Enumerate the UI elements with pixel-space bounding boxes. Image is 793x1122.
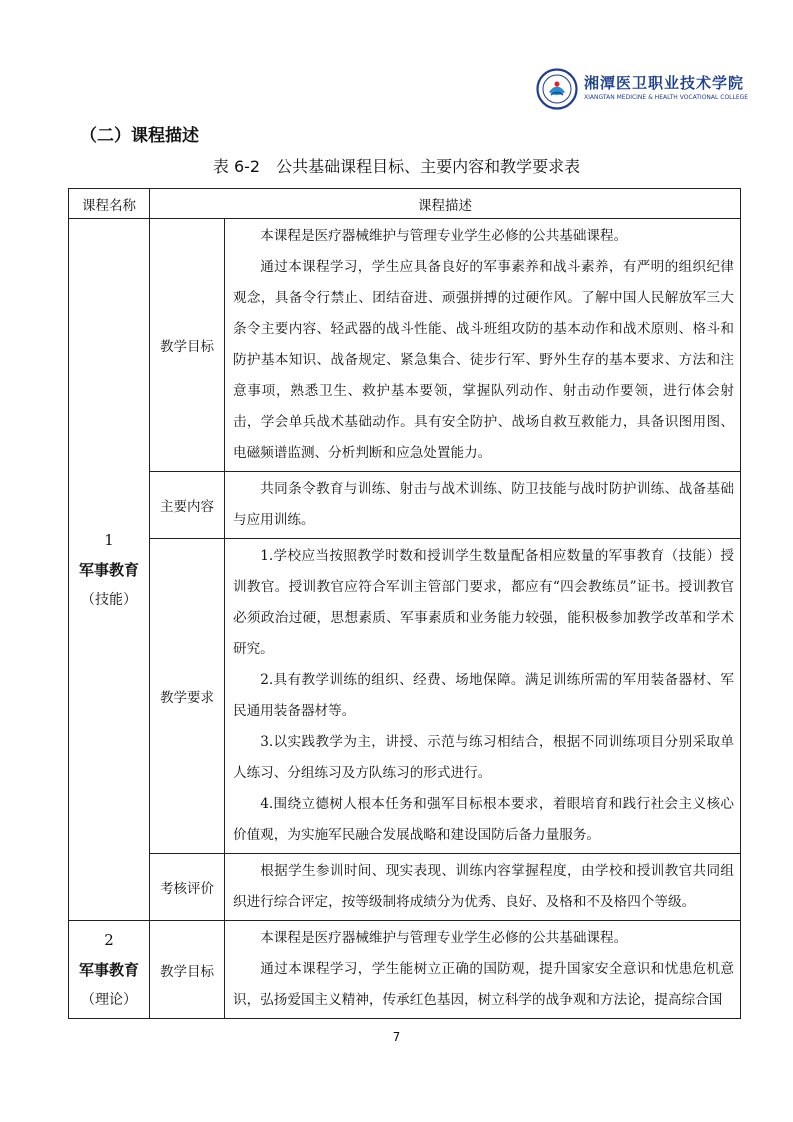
paragraph: 本课程是医疗器械维护与管理专业学生必修的公共基础课程。 <box>260 228 628 244</box>
section-description <box>225 472 741 539</box>
section-description <box>225 539 741 854</box>
course-type: （理论） <box>81 991 137 1008</box>
course-type: （技能） <box>81 591 137 608</box>
table-row <box>69 472 741 539</box>
course-table <box>68 188 741 1019</box>
paragraph: 本课程是医疗器械维护与管理专业学生必修的公共基础课程。 <box>260 930 628 946</box>
school-logo <box>536 68 749 114</box>
course-cell <box>69 219 150 921</box>
course-number: 1 <box>104 530 114 549</box>
paragraph: 1.学校应当按照教学时数和授训学生数量配备相应数量的军事教育（技能）授训教官。授训教官应符合军训主管部门要求，都应有“四会教练员”证书。授训教官必须政治过硬，思想素质、军事素质和业务能力较强，能积极参加教学改革和学术研究。 <box>233 548 734 657</box>
course-number: 2 <box>104 930 114 949</box>
section-description <box>225 219 741 472</box>
paragraph: 共同条令教育与训练、射击与战术训练、防卫技能与战时防护训练、战备基础与应用训练。 <box>233 481 734 528</box>
section-description <box>225 921 741 1019</box>
col-header-course-name: 课程名称 <box>69 189 150 219</box>
course-cell <box>69 921 150 1019</box>
section-label: 教学目标 <box>150 921 225 1019</box>
course-name: 军事教育 <box>78 560 139 579</box>
paragraph: 通过本课程学习，学生应具备良好的军事素养和战斗素养，有严明的组织纪律观念，具备令行禁止、团结奋进、顽强拼搏的过硬作风。了解中国人民解放军三大条令主要内容、轻武器的战斗性能、战斗班组攻防的基本动作和战术原则、格斗和防护基本知识、战备规定、紧急集合、徒步行军、野外生存的基本要求、方法和注意事项，熟悉卫生、救护基本要领，掌握队列动作、射击动作要领，进行体会射击，学会单兵战术基础动作。具有安全防护、战场自救互救能力，具备识图用图、电磁频谱监测、分析判断和应急处置能力。 <box>233 259 734 461</box>
section-label: 考核评价 <box>150 854 225 921</box>
paragraph: 3.以实践教学为主，讲授、示范与练习相结合，根据不同训练项目分别采取单人练习、分组练习及方队练习的形式进行。 <box>233 734 734 781</box>
school-name-en: XIANGTAN MEDICINE & HEALTH VOCATIONAL COLLEGE <box>584 94 749 101</box>
school-emblem-icon <box>536 68 578 110</box>
table-row <box>69 539 741 854</box>
table-row <box>69 854 741 921</box>
paragraph: 通过本课程学习，学生能树立正确的国防观，提升国家安全意识和忧患危机意识，弘扬爱国主义精神，传承红色基因，树立科学的战争观和方法论，提高综合国 <box>233 961 734 1008</box>
table-header-row <box>69 189 741 219</box>
section-label: 主要内容 <box>150 472 225 539</box>
section-label: 教学目标 <box>150 219 225 472</box>
section-title: （二）课程描述 <box>80 126 199 146</box>
table-row <box>69 921 741 1019</box>
section-description <box>225 854 741 921</box>
school-name-cn: 湘潭医卫职业技术学院 <box>584 74 745 92</box>
col-header-course-desc: 课程描述 <box>150 189 741 219</box>
section-label: 教学要求 <box>150 539 225 854</box>
paragraph: 4.围绕立德树人根本任务和强军目标根本要求，着眼培育和践行社会主义核心价值观，为实施军民融合发展战略和建设国防后备力量服务。 <box>233 796 734 843</box>
table-row <box>69 219 741 472</box>
table-caption: 表 6-2 公共基础课程目标、主要内容和教学要求表 <box>212 157 581 176</box>
page-number: 7 <box>392 1030 401 1044</box>
paragraph: 2.具有教学训练的组织、经费、场地保障。满足训练所需的军用装备器材、军民通用装备器材等。 <box>233 672 734 719</box>
paragraph: 根据学生参训时间、现实表现、训练内容掌握程度，由学校和授训教官共同组织进行综合评定，按等级制将成绩分为优秀、良好、及格和不及格四个等级。 <box>233 863 734 910</box>
course-name: 军事教育 <box>78 960 139 979</box>
